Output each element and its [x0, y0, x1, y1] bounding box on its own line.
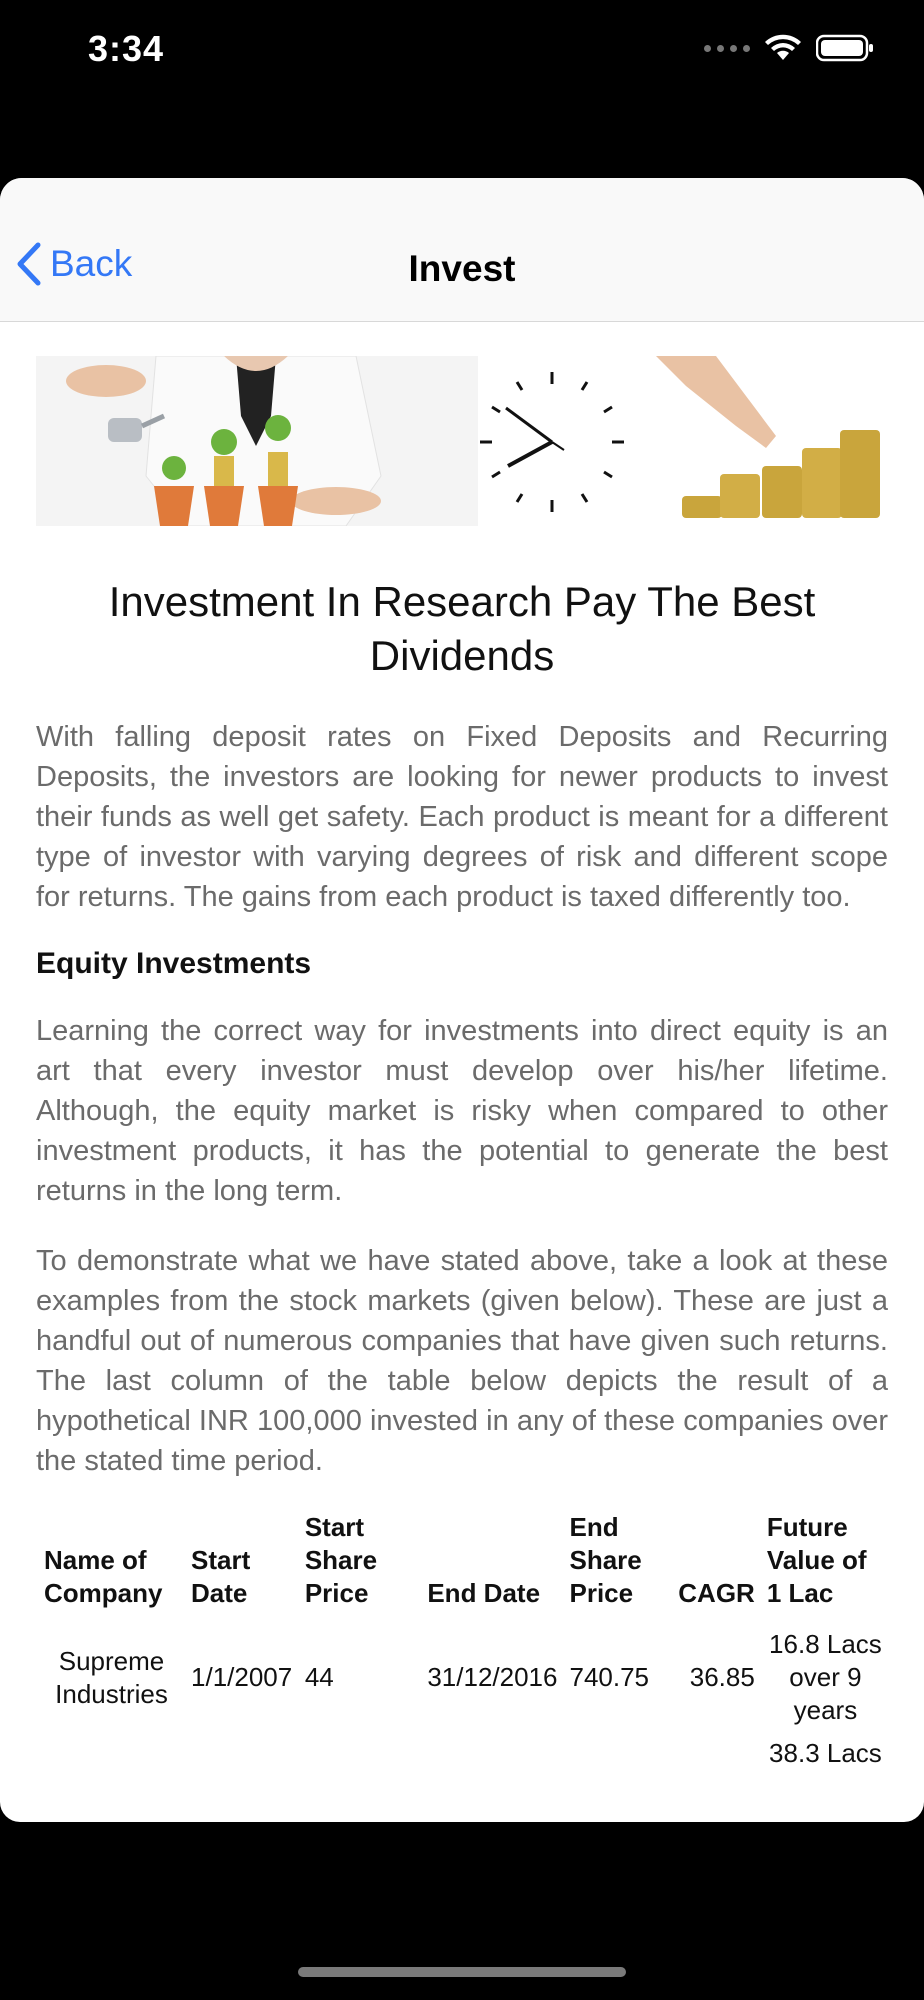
status-icons	[704, 34, 874, 62]
cell-future-value: 16.8 Lacs over 9 years	[769, 1629, 882, 1725]
cellular-signal-icon	[704, 45, 750, 52]
table-row	[36, 1618, 888, 1727]
header-start-price: Start Share Price	[304, 1512, 378, 1608]
header-start-date: Start Date	[191, 1545, 251, 1608]
demo-paragraph: To demonstrate what we have stated above, take a look at these examples from the stock markets (given below). These are just a handful out of numerous companies that have given such returns. The last column of the table below depicts the result of a hypothetical INR 100,000 invested in any of these companies over the stated time period.	[36, 1245, 888, 1477]
cell-cagr	[670, 1727, 759, 1770]
status-bar	[0, 0, 924, 100]
cell-end-date	[419, 1727, 561, 1770]
section-heading-equity: Equity Investments	[36, 947, 312, 980]
header-company: Name of Company	[44, 1545, 163, 1608]
status-time: 3:34	[88, 28, 165, 69]
article-content	[36, 356, 888, 1770]
nav-title: Invest	[408, 248, 516, 289]
navigation-bar	[0, 178, 924, 322]
cell-start-date: 1/1/2007	[191, 1662, 293, 1692]
cell-company	[36, 1727, 183, 1770]
article-headline: Investment In Research Pay The Best Dividends	[108, 578, 816, 679]
battery-icon	[816, 34, 874, 62]
header-cagr: CAGR	[678, 1578, 755, 1608]
back-button-label: Back	[50, 243, 133, 284]
cell-start-price: 44	[304, 1662, 334, 1692]
cell-start-date	[183, 1727, 297, 1770]
equity-paragraph: Learning the correct way for investments into direct equity is an art that every investor must develop over his/her lifetime. Although, the equity market is risky when compared to other investment products, it has the potential to generate the best returns in the long term.	[36, 1015, 888, 1207]
home-indicator[interactable]	[298, 1967, 626, 1977]
cell-future-value: 38.3 Lacs	[769, 1738, 882, 1768]
cell-end-price	[561, 1727, 670, 1770]
table-row	[36, 1727, 888, 1770]
cell-start-price	[297, 1727, 420, 1770]
cell-cagr: 36.85	[689, 1662, 755, 1692]
header-future-value: Future Value of 1 Lac	[766, 1512, 867, 1608]
intro-paragraph: With falling deposit rates on Fixed Deposits and Recurring Deposits, the investors are looking for newer products to invest their funds as well get safety. Each product is meant for a different type of investor with varying degrees of risk and different scope for returns. The gains from each product is taxed differently too.	[36, 721, 888, 913]
header-end-date: End Date	[427, 1578, 541, 1608]
cell-end-date: 31/12/2016	[427, 1662, 558, 1692]
investment-banner-image	[36, 356, 888, 526]
cell-company: Supreme Industries	[55, 1645, 168, 1709]
cell-end-price: 740.75	[569, 1662, 650, 1692]
table-header-row	[36, 1511, 888, 1618]
header-end-price: End Share Price	[569, 1512, 642, 1608]
wifi-icon	[764, 34, 802, 62]
returns-table	[36, 1511, 888, 1770]
